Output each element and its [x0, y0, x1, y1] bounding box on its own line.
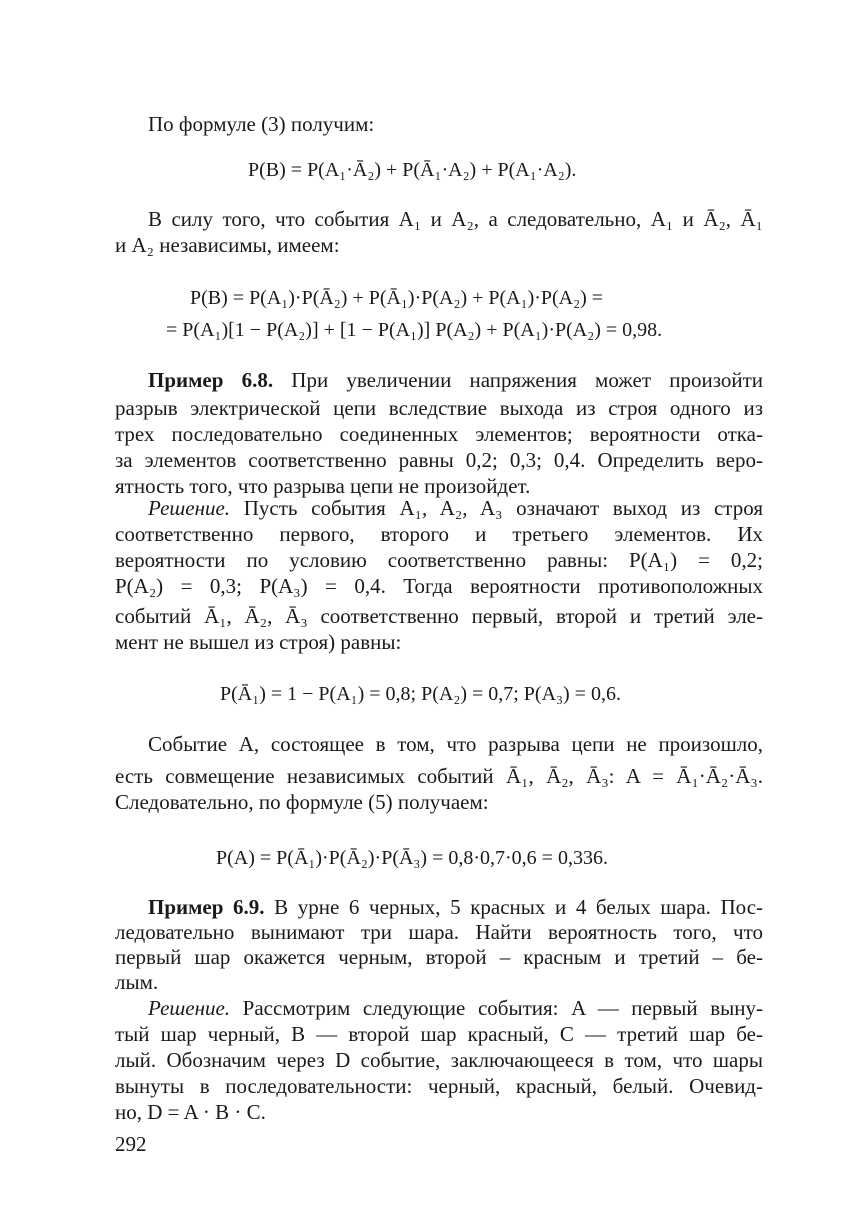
example-heading-line — [148, 368, 763, 392]
text-line: разрыв электрической цепи вследствие выхода из строя одного из — [115, 396, 763, 420]
page-number: 292 — [115, 1132, 147, 1156]
text-line: тый шар черный, B — второй шар красный, C — третий шар бе- — [115, 1022, 763, 1046]
solution-line — [148, 496, 763, 520]
text-line: за элементов соответственно равны 0,2; 0,3; 0,4. Определить веро- — [115, 448, 763, 472]
text-line: Следовательно, по формуле (5) получаем: — [115, 790, 489, 814]
text-fragment: При увеличении напряжения может произойти — [291, 368, 764, 392]
text-line: лым. — [115, 970, 159, 994]
text-line: событий Ā₁, Ā₂, Ā₃ соответственно первый, второй и третий эле- — [115, 604, 763, 628]
text-line: вероятности по условию соответственно равны: P(A₁) = 0,2; — [115, 548, 763, 572]
formula: P(B) = P(A₁·Ā₂) + P(Ā₁·A₂) + P(A₁·A₂). — [248, 159, 577, 181]
example-heading-line — [148, 895, 763, 919]
text-line: трех последовательно соединенных элементов; вероятности отка- — [115, 422, 763, 446]
text-line: P(A₂) = 0,3; P(A₃) = 0,4. Тогда вероятности противоположных — [115, 574, 763, 598]
text-line: ятность того, что разрыва цепи не произойдет. — [115, 474, 531, 498]
text-line: есть совмещение независимых событий Ā₁, Ā₂, Ā₃: A = Ā₁·Ā₂·Ā₃. — [115, 764, 763, 788]
formula: P(B) = P(A₁)·P(Ā₂) + P(Ā₁)·P(A₂) + P(A₁)·P(A₂) = — [190, 287, 604, 309]
text-line: первый шар окажется черным, второй – красным и третий – бе- — [115, 945, 763, 969]
formula: P(A) = P(Ā₁)·P(Ā₂)·P(Ā₃) = 0,8·0,7·0,6 = 0,336. — [216, 847, 608, 869]
solution-label: Решение. — [148, 996, 231, 1020]
text-line: мент не вышел из строя) равны: — [115, 630, 402, 654]
formula: = P(A₁)[1 − P(A₂)] + [1 − P(A₁)] P(A₂) + P(A₁)·P(A₂) = 0,98. — [166, 319, 663, 341]
solution-line — [148, 996, 763, 1020]
text-line: и A₂ независимы, имеем: — [115, 233, 340, 257]
text-line: В силу того, что события A₁ и A₂, а следовательно, A₁ и Ā₂, Ā₁ — [148, 207, 763, 231]
text-fragment: Пусть события A₁, A₂, A₃ означают выход из строя — [243, 496, 763, 520]
example-title: Пример 6.9. — [148, 895, 265, 919]
formula: P(Ā₁) = 1 − P(A₁) = 0,8; P(A₂) = 0,7; P(A₃) = 0,6. — [220, 683, 621, 705]
text-line: но, D = A · B · C. — [115, 1100, 266, 1124]
text-line: лый. Обозначим через D событие, заключающееся в том, что шары — [115, 1048, 763, 1072]
solution-label: Решение. — [148, 496, 231, 520]
text-line: ледовательно вынимают три шара. Найти вероятность того, что — [115, 920, 763, 944]
text-fragment: В урне 6 черных, 5 красных и 4 белых шара. Пос- — [274, 895, 764, 919]
text-line: соответственно первого, второго и третьего элементов. Их — [115, 522, 763, 546]
text-line: По формуле (3) получим: — [148, 112, 375, 136]
example-title: Пример 6.8. — [148, 368, 274, 392]
text-line: Событие A, состоящее в том, что разрыва цепи не произошло, — [148, 732, 763, 756]
text-fragment: Рассмотрим следующие события: A — первый выну- — [242, 996, 763, 1020]
text-line: вынуты в последовательности: черный, красный, белый. Очевид- — [115, 1074, 763, 1098]
